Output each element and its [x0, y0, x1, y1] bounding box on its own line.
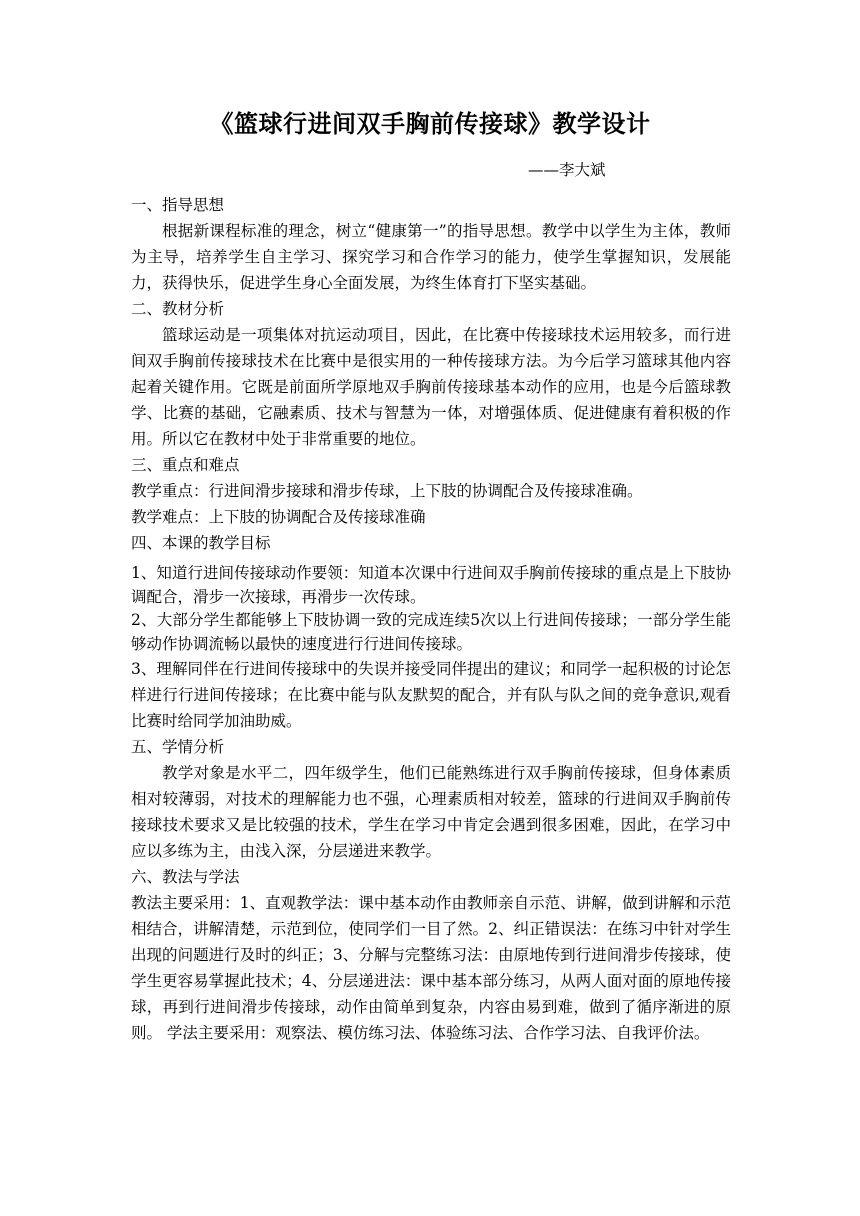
document-author: ——李大斌 [528, 161, 606, 179]
document-title: 《篮球行进间双手胸前传接球》教学设计 [209, 110, 651, 138]
section-guiding-ideology [131, 192, 731, 296]
goal-item: 3、理解同伴在行进间传接球中的失误并接受同伴提出的建议；和同学一起积极的讨论怎样进行行进间传接球；在比赛中能与队友默契的配合，并有队与队之间的竞争意识,观看比赛时给同学加油助威。 [131, 660, 731, 730]
goal-item: 2、大部分学生都能够上下肢协调一致的完成连续5次以上行进间传接球；一部分学生能够动作协调流畅以最快的速度进行行进间传接球。 [131, 611, 731, 653]
section-teaching-goals [131, 530, 731, 734]
goals-list [131, 562, 731, 734]
section-heading: 二、教材分析 [131, 300, 225, 318]
document-body [131, 192, 731, 1046]
teaching-difficulty: 教学难点：上下肢的协调配合及传接球准确 [131, 508, 426, 526]
paragraph: 教法主要采用：1、直观教学法：课中基本动作由教师亲自示范、讲解，做到讲解和示范相结合，讲解清楚，示范到位，使同学们一目了然。2、纠正错误法：在练习中针对学生出现的问题进行及时的纠正；3、分解与完整练习法：由原地传到行进间滑步传接球，使学生更容易掌握此技术；4、分层递进法：课中基本部分练习，从两人面对面的原地传接球，再到行进间滑步传接球，动作由简单到复杂，内容由易到难，做到了循序渐进的原则。 学法主要采用：观察法、模仿练习法、体验练习法、合作学习法、自我评价法。 [131, 894, 731, 1042]
paragraph: 教学对象是水平二，四年级学生，他们已能熟练进行双手胸前传接球，但身体素质相对较薄弱，对技术的理解能力也不强，心理素质相对较差，篮球的行进间双手胸前传接球技术要求又是比较强的技术，学生在学习中肯定会遇到很多困难，因此，在学习中应以多练为主，由浅入深，分层递进来教学。 [131, 764, 731, 860]
section-heading: 四、本课的教学目标 [131, 534, 271, 552]
section-heading: 三、重点和难点 [131, 456, 240, 474]
section-heading: 六、教法与学法 [131, 868, 240, 886]
section-methods [131, 864, 731, 1046]
section-key-points [131, 452, 731, 530]
section-heading: 一、指导思想 [131, 196, 225, 214]
section-material-analysis [131, 296, 731, 452]
section-learner-analysis [131, 734, 731, 864]
paragraph: 根据新课程标准的理念，树立“健康第一”的指导思想。教学中以学生为主体，教师为主导，培养学生自主学习、探究学习和合作学习的能力，使学生掌握知识，发展能力，获得快乐，促进学生身心全面发展，为终生体育打下坚实基础。 [131, 222, 731, 292]
section-heading: 五、学情分析 [131, 738, 225, 756]
goal-item: 1、知道行进间传接球动作要领：知道本次课中行进间双手胸前传接球的重点是上下肢协调配合，滑步一次接球，再滑步一次传球。 [131, 564, 731, 606]
teaching-key-point: 教学重点：行进间滑步接球和滑步传球，上下肢的协调配合及传接球准确。 [131, 482, 643, 500]
paragraph: 篮球运动是一项集体对抗运动项目，因此，在比赛中传接球技术运用较多，而行进间双手胸前传接球技术在比赛中是很实用的一种传接球方法。为今后学习篮球其他内容起着关键作用。它既是前面所学原地双手胸前传接球基本动作的应用，也是今后篮球教学、比赛的基础，它融素质、技术与智慧为一体，对增强体质、促进健康有着积极的作用。所以它在教材中处于非常重要的地位。 [131, 326, 731, 448]
